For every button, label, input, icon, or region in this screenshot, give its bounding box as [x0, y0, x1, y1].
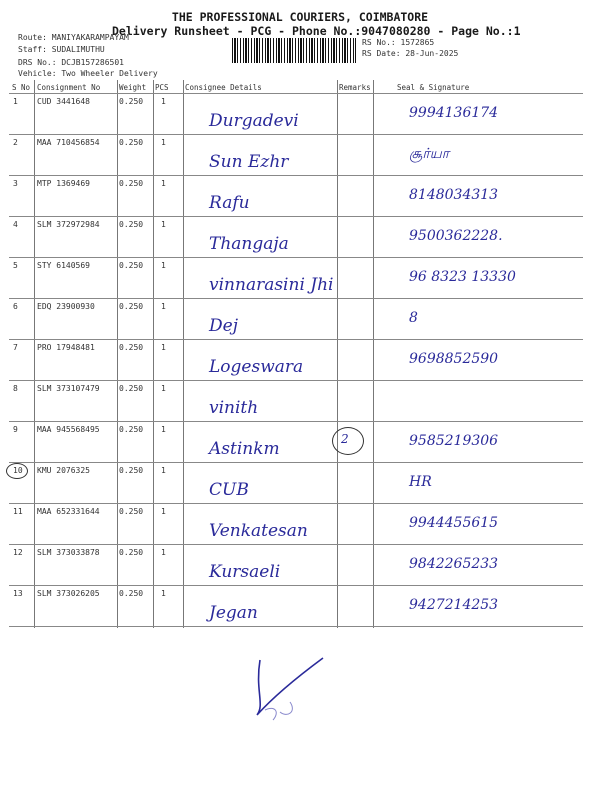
row-consignment-no: MTP 1369469 — [37, 179, 90, 188]
row-consignee-handwritten: Logeswara — [209, 357, 304, 377]
col-header-sno: S No — [12, 83, 31, 92]
col-header-remarks: Remarks — [339, 83, 371, 92]
row-signature-handwritten: 9698852590 — [409, 351, 499, 367]
row-consignment-no: SLM 373107479 — [37, 384, 100, 393]
drs-number: DRS No.: DCJB157286501 — [18, 58, 124, 67]
row-consignment-no: KMU 2076325 — [37, 466, 90, 475]
row-sno: 10 — [13, 466, 23, 475]
row-signature-handwritten: 8 — [409, 310, 418, 326]
row-weight: 0.250 — [119, 507, 144, 516]
row-signature-handwritten: 96 8323 13330 — [409, 269, 516, 285]
row-weight: 0.250 — [119, 548, 144, 557]
row-weight: 0.250 — [119, 220, 144, 229]
row-consignment-no: SLM 372972984 — [37, 220, 100, 229]
row-pcs: 1 — [161, 97, 166, 106]
row-sno: 9 — [13, 425, 18, 434]
row-sno: 3 — [13, 179, 18, 188]
row-pcs: 1 — [161, 261, 166, 270]
row-consignment-no: MAA 710456854 — [37, 138, 100, 147]
row-weight: 0.250 — [119, 261, 144, 270]
row-signature-handwritten: 9842265233 — [409, 556, 499, 572]
row-weight: 0.250 — [119, 138, 144, 147]
row-weight: 0.250 — [119, 425, 144, 434]
row-pcs: 1 — [161, 384, 166, 393]
remark-mark: 2 — [341, 432, 349, 446]
row-consignee-handwritten: Sun Ezhr — [209, 152, 289, 172]
col-header-pcs: PCS — [155, 83, 169, 92]
sno-circle — [6, 463, 28, 479]
row-consignee-handwritten: vinith — [209, 398, 259, 418]
row-sno: 8 — [13, 384, 18, 393]
row-signature-handwritten: 9427214253 — [409, 597, 499, 613]
row-sno: 2 — [13, 138, 18, 147]
row-consignee-handwritten: Rafu — [209, 193, 250, 213]
row-sno: 11 — [13, 507, 23, 516]
barcode — [232, 38, 356, 63]
row-consignment-no: EDQ 23900930 — [37, 302, 95, 311]
supervisor-signature-icon — [245, 650, 335, 730]
row-consignment-no: SLM 373026205 — [37, 589, 100, 598]
row-pcs: 1 — [161, 507, 166, 516]
col-header-consignment: Consignment No — [37, 83, 101, 92]
row-pcs: 1 — [161, 138, 166, 147]
row-consignee-handwritten: Kursaeli — [209, 562, 281, 582]
row-consignee-handwritten: Jegan — [209, 603, 258, 623]
row-signature-handwritten: சூர்யா — [409, 146, 450, 162]
row-signature-handwritten: 9994136174 — [409, 105, 499, 121]
col-header-signature: Seal & Signature — [397, 83, 470, 92]
row-pcs: 1 — [161, 179, 166, 188]
row-consignee-handwritten: Astinkm — [209, 439, 280, 459]
row-weight: 0.250 — [119, 589, 144, 598]
route-label: Route: MANIYAKARAMPAYAM — [18, 33, 129, 42]
rs-date: RS Date: 28-Jun-2025 — [362, 49, 459, 58]
row-signature-handwritten: HR — [409, 474, 432, 490]
row-weight: 0.250 — [119, 97, 144, 106]
row-consignee-handwritten: Durgadevi — [209, 111, 299, 131]
col-header-weight: Weight — [119, 83, 147, 92]
row-consignee-handwritten: Thangaja — [209, 234, 289, 254]
row-weight: 0.250 — [119, 302, 144, 311]
row-pcs: 1 — [161, 548, 166, 557]
rs-number: RS No.: 1572865 — [362, 38, 435, 47]
row-sno: 1 — [13, 97, 18, 106]
row-consignment-no: SLM 373033878 — [37, 548, 100, 557]
row-pcs: 1 — [161, 425, 166, 434]
row-sno: 4 — [13, 220, 18, 229]
row-weight: 0.250 — [119, 384, 144, 393]
staff-label: Staff: SUDALIMUTHU — [18, 45, 105, 54]
row-consignee-handwritten: Dej — [209, 316, 238, 336]
row-sno: 12 — [13, 548, 23, 557]
row-signature-handwritten: 9500362228. — [409, 228, 503, 244]
row-pcs: 1 — [161, 466, 166, 475]
col-header-consignee: Consignee Details — [185, 83, 262, 92]
row-sno: 6 — [13, 302, 18, 311]
vehicle-label: Vehicle: Two Wheeler Delivery — [18, 69, 158, 78]
row-weight: 0.250 — [119, 179, 144, 188]
row-sno: 5 — [13, 261, 18, 270]
row-signature-handwritten: 8148034313 — [409, 187, 499, 203]
row-weight: 0.250 — [119, 343, 144, 352]
row-consignee-handwritten: Venkatesan — [209, 521, 308, 541]
row-consignment-no: STY 6140569 — [37, 261, 90, 270]
row-consignee-handwritten: CUB — [209, 480, 249, 500]
row-pcs: 1 — [161, 302, 166, 311]
row-pcs: 1 — [161, 220, 166, 229]
row-sno: 13 — [13, 589, 23, 598]
row-weight: 0.250 — [119, 466, 144, 475]
page-subtitle: Delivery Runsheet - PCG - Phone No.:9047080280 - Page No.:1 — [112, 24, 521, 38]
row-consignment-no: PRO 17948481 — [37, 343, 95, 352]
row-consignment-no: MAA 945568495 — [37, 425, 100, 434]
runsheet-table — [9, 80, 583, 628]
row-consignment-no: CUD 3441648 — [37, 97, 90, 106]
row-consignment-no: MAA 652331644 — [37, 507, 100, 516]
row-signature-handwritten: 9585219306 — [409, 433, 499, 449]
row-sno: 7 — [13, 343, 18, 352]
page-title: THE PROFESSIONAL COURIERS, COIMBATORE — [171, 10, 429, 24]
row-signature-handwritten: 9944455615 — [409, 515, 499, 531]
row-consignee-handwritten: vinnarasini Jhi — [209, 275, 334, 295]
row-pcs: 1 — [161, 589, 166, 598]
row-pcs: 1 — [161, 343, 166, 352]
